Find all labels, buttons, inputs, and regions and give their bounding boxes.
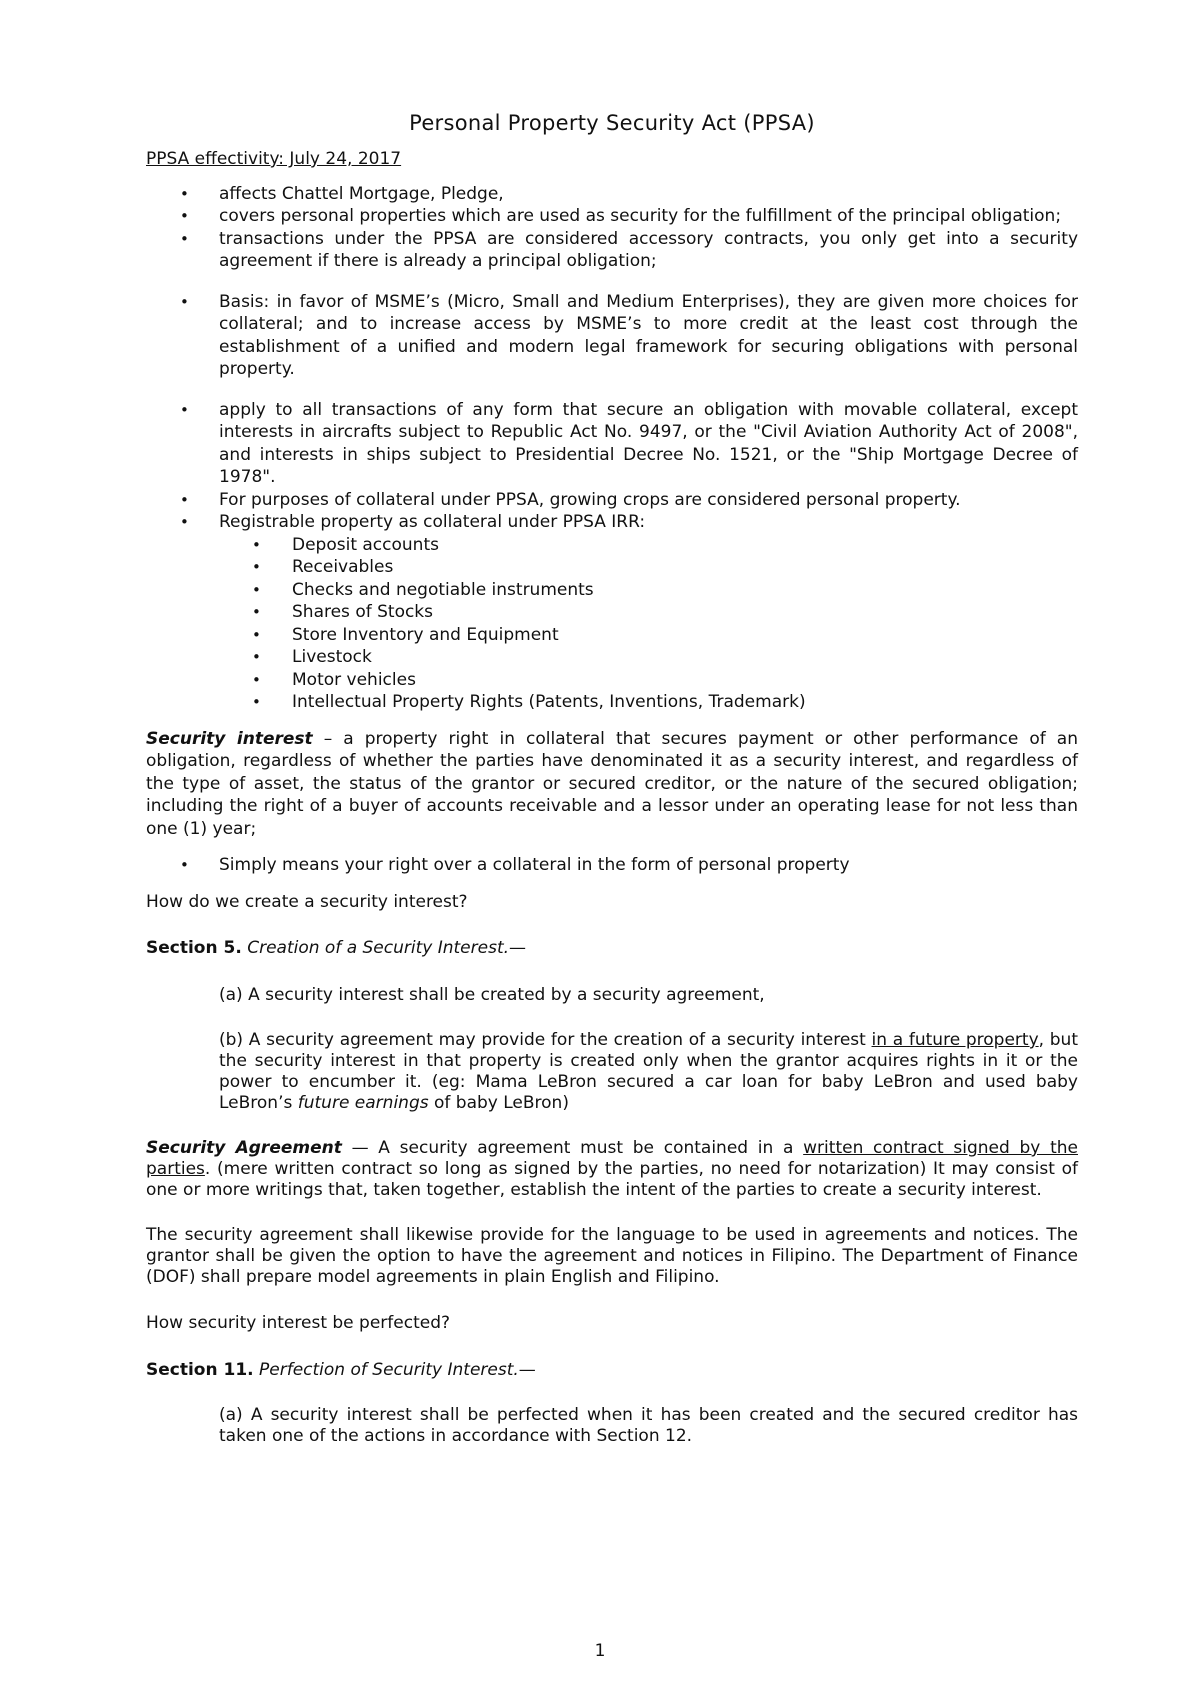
list-item: • Receivables bbox=[146, 556, 1078, 579]
document-title: Personal Property Security Act (PPSA) bbox=[409, 111, 815, 135]
clause-b-text: (b) A security agreement may provide for the creation of a security interest bbox=[219, 1030, 872, 1050]
section-11-heading bbox=[146, 1359, 1078, 1382]
list-item: • covers personal properties which are used as security for the fulfillment of the principal obligation; bbox=[146, 205, 1078, 228]
security-interest-text: – a property right in collateral that secures payment or other performance of an obligation, regardless of whether the parties have denominated it as a security interest, and regardless of the type of asset, the status of the grantor or secured creditor, or the nature of the secured obligation; including the right of a buyer of accounts receivable and a lessor under an operating lease for not less than one (1) year; bbox=[146, 728, 1078, 839]
document-page bbox=[146, 110, 1078, 1447]
list-item: • transactions under the PPSA are considered accessory contracts, you only get into a security agreement if there is already a principal obligation; bbox=[146, 228, 1078, 273]
list-item: • For purposes of collateral under PPSA, growing crops are considered personal property. bbox=[146, 489, 1078, 512]
security-interest-term: Security interest bbox=[146, 728, 313, 749]
security-interest-definition bbox=[146, 728, 1078, 841]
list-item: • Checks and negotiable instruments bbox=[146, 579, 1078, 602]
list-item: • affects Chattel Mortgage, Pledge, bbox=[146, 183, 1078, 206]
clause-b-text: of baby LeBron) bbox=[428, 1093, 569, 1113]
list-item: • Livestock bbox=[146, 646, 1078, 669]
list-item: • Registrable property as collateral under PPSA IRR: bbox=[146, 511, 1078, 534]
basis-bullet-list bbox=[146, 291, 1078, 381]
clause-b-text: , but the security interest in that property is created only when the grantor acquires rights in it or the power to encumber it. (eg: Mama LeBron secured a car loan for baby LeBron and used baby LeBron’s bbox=[219, 1030, 1078, 1113]
scope-bullet-list bbox=[146, 399, 1078, 534]
section-5-clause-a: (a) A security interest shall be created by a security agreement, bbox=[219, 984, 765, 1005]
registrable-property-list bbox=[146, 534, 1078, 714]
security-interest-bullet-list bbox=[146, 854, 1078, 877]
security-agreement-definition bbox=[146, 1138, 1078, 1201]
security-agreement-term: Security Agreement bbox=[146, 1138, 342, 1158]
section-11-dash: — bbox=[518, 1359, 536, 1380]
question-create: How do we create a security interest? bbox=[146, 891, 468, 912]
section-11-clause-a: (a) A security interest shall be perfected when it has been created and the secured creditor has taken one of the actions in accordance with Section 12. bbox=[219, 1405, 1078, 1446]
security-agreement-underline: written contract signed by the parties bbox=[146, 1138, 1078, 1179]
list-item: • Motor vehicles bbox=[146, 669, 1078, 692]
list-item: • Intellectual Property Rights (Patents, Inventions, Trademark) bbox=[146, 691, 1078, 714]
security-agreement-text: — A security agreement must be contained in a bbox=[341, 1138, 804, 1158]
list-item: • Shares of Stocks bbox=[146, 601, 1078, 624]
clause-b-underline: in a future property bbox=[871, 1030, 1039, 1050]
language-paragraph: The security agreement shall likewise provide for the language to be used in agreements and notices. The grantor shall be given the option to have the agreement and notices in Filipino. The Department of Finance (DOF) shall prepare model agreements in plain English and Filipino. bbox=[146, 1225, 1078, 1287]
list-item: • Store Inventory and Equipment bbox=[146, 624, 1078, 647]
security-agreement-text: . (mere written contract so long as signed by the parties, no need for notarization) It may consist of one or more writings that, taken together, establish the intent of the parties to create a security interest. bbox=[146, 1159, 1078, 1200]
section-11-title: Perfection of Security Interest. bbox=[259, 1359, 519, 1380]
clause-b-italic: future earnings bbox=[297, 1093, 429, 1113]
section-5-dash: — bbox=[509, 938, 527, 958]
intro-bullet-list bbox=[146, 183, 1078, 273]
question-perfect: How security interest be perfected? bbox=[146, 1313, 451, 1333]
list-item: • Deposit accounts bbox=[146, 534, 1078, 557]
effectivity-line: PPSA effectivity: July 24, 2017 bbox=[146, 149, 402, 169]
section-5-clause-b bbox=[146, 1030, 1078, 1114]
section-5-heading bbox=[146, 937, 1078, 960]
list-item: • apply to all transactions of any form that secure an obligation with movable collateral, except interests in aircrafts subject to Republic Act No. 9497, or the "Civil Aviation Authority Act of 2008", and interests in ships subject to Presidential Decree No. 1521, or the "Ship Mortgage Decree of 1978". bbox=[146, 399, 1078, 489]
section-11-label: Section 11. bbox=[146, 1359, 254, 1380]
section-5-title: Creation of a Security Interest. bbox=[247, 938, 510, 958]
list-item: • Simply means your right over a collateral in the form of personal property bbox=[146, 854, 1078, 877]
page-number: 1 bbox=[594, 1641, 606, 1661]
list-item: • Basis: in favor of MSME’s (Micro, Small and Medium Enterprises), they are given more choices for collateral; and to increase access by MSME’s to more credit at the least cost through the establishment of a unified and modern legal framework for securing obligations with personal property. bbox=[146, 291, 1078, 381]
section-5-label: Section 5. bbox=[146, 938, 242, 958]
